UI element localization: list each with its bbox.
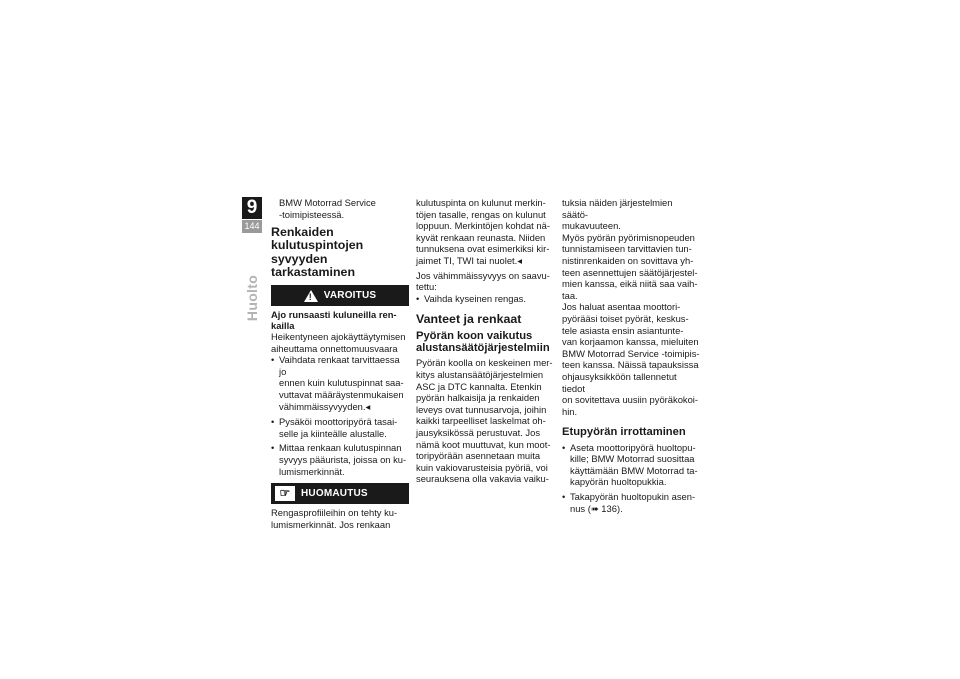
page-number: 144 bbox=[242, 220, 262, 233]
warning-label: VAROITUS bbox=[323, 289, 377, 301]
note-text: lumismerkinnät. Jos renkaan bbox=[271, 518, 391, 530]
warning-text: Heikentyneen ajokäyttäytymisen bbox=[271, 331, 406, 342]
list-item: • Aseta moottoripyörä huoltopu- kille; BMW Motorrad suosittaa käyttämään BMW Motorrad ta- kapyörän huoltopukkia. bbox=[562, 442, 700, 488]
paragraph: Pyörän koolla on keskeinen mer- kitys alustansäätöjärjestelmien ASC ja DTC kannalta. Etenkin pyörän halkaisija ja renkaiden leveys ovat tunnusarvoja, joihin kaikki tarpeelliset laskelmat oh- jausyksikössä perustuvat. Jos nämä koot muuttuvat, kun moot- toripyörään asennetaan muita kuin vakiovarusteisia pyöriä, voi seurauksena olla vakavia vaiku- bbox=[416, 357, 553, 485]
pointing-hand-icon: ☞ bbox=[275, 486, 295, 501]
warning-triangle-icon bbox=[304, 290, 318, 302]
section-label bbox=[243, 268, 261, 328]
warning-list bbox=[271, 354, 409, 412]
intro-line: -toimipisteessä. bbox=[279, 208, 345, 220]
chapter-number: 9 bbox=[242, 197, 262, 219]
chapter-tab bbox=[242, 197, 262, 233]
list-item: • Mittaa renkaan kulutuspinnan syvyys pääurista, joissa on ku- lumismerkinnät. bbox=[271, 442, 409, 477]
column-2 bbox=[416, 197, 554, 485]
warning-banner bbox=[271, 285, 409, 306]
column-3 bbox=[562, 197, 700, 514]
paragraph: Jos haluat asentaa moottori- pyörääsi toiset pyörät, keskus- tele asiasta ensin asiantunte- van korjaamon kanssa, mieluiten BMW Motorrad Service -toimipis- teen kanssa. Näissä tapauksissa ohjausyksikköön tallennetut tiedot on sovitettava uusiin pyöräkokoi- hin. bbox=[562, 301, 700, 417]
instruction-list bbox=[562, 442, 700, 515]
instruction-list bbox=[416, 293, 554, 305]
column-1 bbox=[271, 197, 409, 530]
warning-title: Ajo runsaasti kuluneilla ren- kailla bbox=[271, 309, 397, 331]
instruction-list bbox=[271, 416, 409, 477]
paragraph: tuksia näiden järjestelmien säätö- mukavuuteen. bbox=[562, 197, 673, 232]
subsection-heading: Pyörän koon vaikutus alustansäätöjärjestelmiin bbox=[416, 329, 550, 354]
end-mark-icon: ◂ bbox=[365, 400, 371, 412]
paragraph: Jos vähimmäissyvyys on saavu- tettu: bbox=[416, 269, 550, 293]
note-banner bbox=[271, 483, 409, 504]
section-label-text: Huolto bbox=[244, 274, 260, 322]
section-heading-wheels: Vanteet ja renkaat bbox=[416, 312, 522, 327]
note-label: HUOMAUTUS bbox=[301, 487, 368, 499]
end-mark-icon: ◂ bbox=[517, 254, 522, 266]
section-heading-front-wheel: Etupyörän irrottaminen bbox=[562, 426, 686, 439]
list-item: • Vaihdata renkaat tarvittaessa jo ennen kuin kulutuspinnat saa- vuttavat määräystenmukaisen vähimmäissyvyyden.◂ bbox=[271, 354, 409, 412]
note-text: Rengasprofiileihin on tehty ku- bbox=[271, 507, 398, 519]
list-item: • Vaihda kyseinen rengas. bbox=[416, 293, 554, 305]
list-item: • Pysäköi moottoripyörä tasai- selle ja kiinteälle alustalle. bbox=[271, 416, 409, 439]
section-heading-tread: Renkaiden kulutuspintojen syvyyden tarkastaminen bbox=[271, 225, 364, 279]
paragraph: kulutuspinta on kulunut merkin- töjen tasalle, rengas on kulunut loppuun. Merkintöjen kohdat nä- kyvät renkaan reunasta. Niiden tunnuksena ovat esimerkiksi kir- jaimet TI, TWI tai nuolet.◂ bbox=[416, 197, 550, 266]
intro-line: BMW Motorrad Service bbox=[279, 197, 376, 208]
warning-text: aiheuttama onnettomuusvaara bbox=[271, 342, 398, 354]
paragraph: Myös pyörän pyörimisnopeuden tunnistamiseen tarvittavien tun- nistinrenkaiden on sovittava yh- teen asennettujen säätöjärjestel- mien kanssa, eikä niitä saa vaih- taa. bbox=[562, 231, 698, 301]
list-item: • Takapyörän huoltopukin asen- nus (➠ 136). bbox=[562, 491, 700, 514]
